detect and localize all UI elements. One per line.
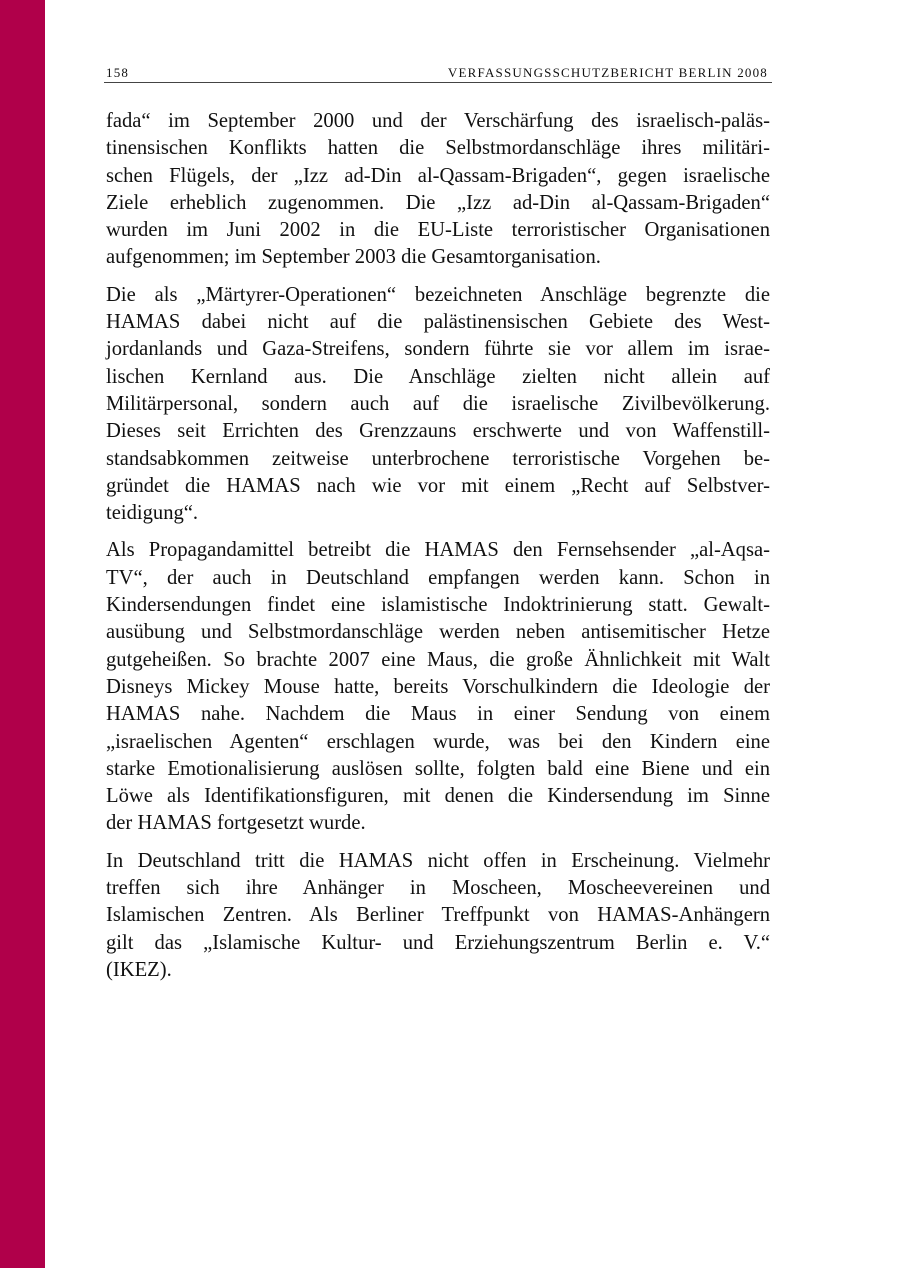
paragraph-3 bbox=[106, 537, 770, 837]
text-line: treffen sich ihre Anhänger in Moscheen, Moscheevereinen und bbox=[106, 877, 770, 900]
text-line: gilt das „Islamische Kultur- und Erziehungszentrum Berlin e. V.“ bbox=[106, 931, 770, 954]
text-line: standsabkommen zeitweise unterbrochene terroristische Vorgehen be- bbox=[106, 447, 770, 470]
text-line: Islamischen Zentren. Als Berliner Treffpunkt von HAMAS-Anhängern bbox=[106, 904, 770, 927]
text-line: Disneys Mickey Mouse hatte, bereits Vorschulkindern die Ideologie der bbox=[106, 675, 770, 698]
body-text bbox=[106, 108, 770, 994]
page-number: 158 bbox=[106, 65, 130, 80]
text-line: „israelischen Agenten“ erschlagen wurde, was bei den Kindern eine bbox=[106, 730, 770, 753]
text-line: Dieses seit Errichten des Grenzzauns erschwerte und von Waffenstill- bbox=[106, 420, 770, 443]
text-line: der HAMAS fortgesetzt wurde. bbox=[106, 812, 366, 835]
text-line: HAMAS dabei nicht auf die palästinensischen Gebiete des West- bbox=[106, 311, 770, 334]
text-line: ausübung und Selbstmordanschläge werden neben antisemitischer Hetze bbox=[106, 621, 770, 644]
text-line: TV“, der auch in Deutschland empfangen werden kann. Schon in bbox=[106, 566, 770, 589]
text-line: Als Propagandamittel betreibt die HAMAS den Fernsehsender „al-Aqsa- bbox=[106, 539, 770, 562]
page-edge-color-bar bbox=[0, 0, 45, 1268]
text-line: teidigung“. bbox=[106, 502, 199, 525]
text-line: Löwe als Identifikationsfiguren, mit denen die Kindersendung im Sinne bbox=[106, 785, 770, 808]
text-line: gutgeheißen. So brachte 2007 eine Maus, die große Ähnlichkeit mit Walt bbox=[106, 648, 770, 671]
text-line: (IKEZ). bbox=[106, 958, 172, 981]
text-line: schen Flügels, der „Izz ad-Din al-Qassam-Brigaden“, gegen israelische bbox=[106, 164, 770, 187]
running-title: VERFASSUNGSSCHUTZBERICHT BERLIN 2008 bbox=[447, 65, 768, 80]
text-line: fada“ im September 2000 und der Verschärfung des israelisch-paläs- bbox=[106, 110, 770, 132]
text-line: tinensischen Konflikts hatten die Selbstmordanschläge ihres militäri- bbox=[106, 137, 770, 160]
text-line: starke Emotionalisierung auslösen sollte, folgten bald eine Biene und ein bbox=[106, 757, 770, 780]
paragraph-4 bbox=[106, 848, 770, 984]
text-line: wurden im Juni 2002 in die EU-Liste terroristischer Organisationen bbox=[106, 219, 770, 242]
text-line: Militärpersonal, sondern auch auf die israelische Zivilbevölkerung. bbox=[106, 392, 770, 415]
paragraph-2 bbox=[106, 282, 770, 528]
text-line: HAMAS nahe. Nachdem die Maus in einer Sendung von einem bbox=[106, 703, 770, 726]
text-line: Ziele erheblich zugenommen. Die „Izz ad-Din al-Qassam-Brigaden“ bbox=[106, 191, 770, 214]
text-line: jordanlands und Gaza-Streifens, sondern führte sie vor allem im israe- bbox=[106, 338, 770, 361]
text-line: Die als „Märtyrer-Operationen“ bezeichneten Anschläge begrenzte die bbox=[106, 283, 770, 306]
paragraph-1 bbox=[106, 108, 770, 272]
text-line: In Deutschland tritt die HAMAS nicht offen in Erscheinung. Vielmehr bbox=[106, 849, 770, 872]
text-line: lischen Kernland aus. Die Anschläge zielten nicht allein auf bbox=[106, 365, 770, 388]
running-header bbox=[104, 62, 772, 83]
text-line: gründet die HAMAS nach wie vor mit einem „Recht auf Selbstver- bbox=[106, 474, 770, 497]
text-line: aufgenommen; im September 2003 die Gesamtorganisation. bbox=[106, 246, 601, 269]
text-line: Kindersendungen findet eine islamistische Indoktrinierung statt. Gewalt- bbox=[106, 594, 770, 617]
